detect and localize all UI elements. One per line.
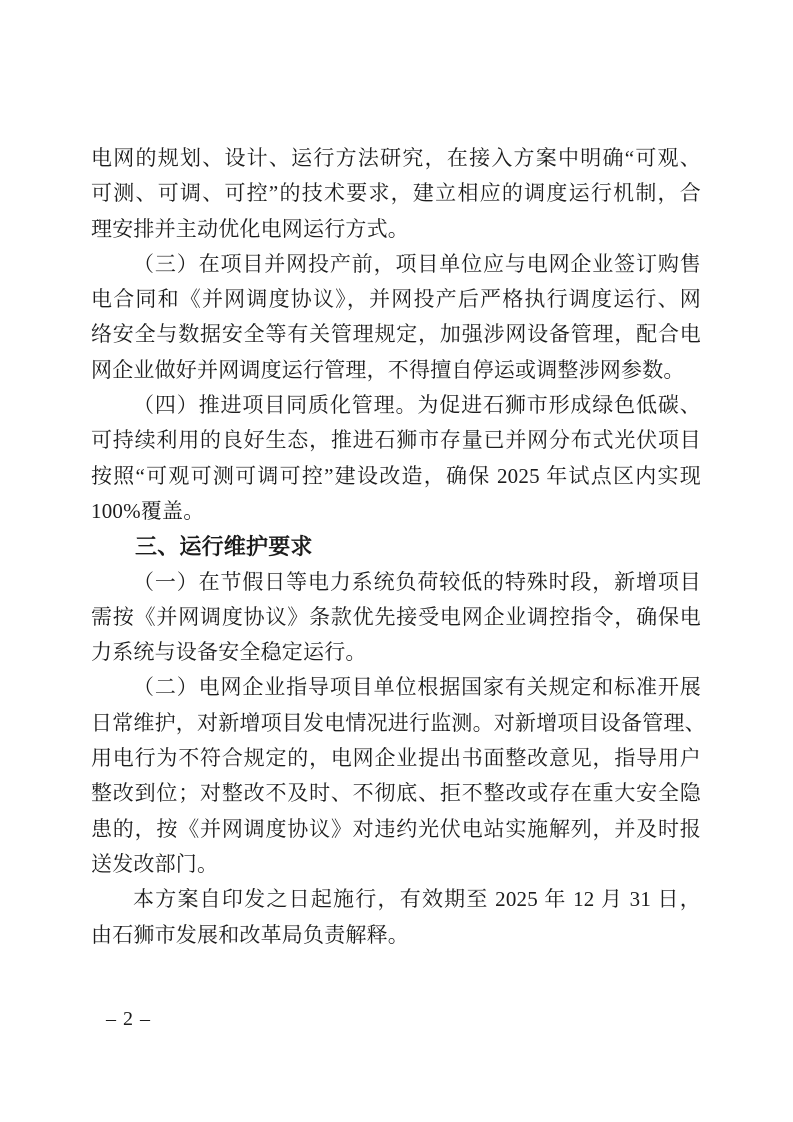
text-line: 可测、可调、可控”的技术要求，建立相应的调度运行机制，合 xyxy=(91,181,701,206)
text-line: 络安全与数据安全等有关管理规定，加强涉网设备管理，配合电 xyxy=(91,322,701,347)
text-line: （二）电网企业指导项目单位根据国家有关规定和标准开展 xyxy=(133,675,701,700)
text-line: 患的，按《并网调度协议》对违约光伏电站实施解列，并及时报 xyxy=(91,816,701,841)
document-body xyxy=(91,141,706,953)
text-line: 由石狮市发展和改革局负责解释。 xyxy=(91,922,409,947)
text-line: 需按《并网调度协议》条款优先接受电网企业调控指令，确保电 xyxy=(91,604,701,629)
text-line: 本方案自印发之日起施行，有效期至 2025 年 12 月 31 日， xyxy=(133,887,701,912)
text-line: 100%覆盖。 xyxy=(91,498,205,523)
text-line: 送发改部门。 xyxy=(91,851,219,876)
text-line: （三）在项目并网投产前，项目单位应与电网企业签订购售 xyxy=(133,251,701,276)
text-line: 用电行为不符合规定的，电网企业提出书面整改意见，指导用户 xyxy=(91,746,701,771)
text-line: 日常维护，对新增项目发电情况进行监测。对新增项目设备管理、 xyxy=(91,710,706,735)
text-line: 整改到位；对整改不及时、不彻底、拒不整改或存在重大安全隐 xyxy=(91,781,701,806)
text-line: 电网的规划、设计、运行方法研究，在接入方案中明确“可观、 xyxy=(91,146,701,170)
text-line: 电合同和《并网调度协议》，并网投产后严格执行调度运行、网 xyxy=(91,287,701,312)
text-line: （一）在节假日等电力系统负荷较低的特殊时段，新增项目 xyxy=(133,569,701,594)
text-line: 可持续利用的良好生态，推进石狮市存量已并网分布式光伏项目 xyxy=(91,428,701,453)
section-heading: 三、运行维护要求 xyxy=(135,534,313,560)
text-line: 按照“可观可测可调可控”建设改造，确保 2025 年试点区内实现 xyxy=(91,463,701,488)
text-line: （四）推进项目同质化管理。为促进石狮市形成绿色低碳、 xyxy=(133,393,701,418)
text-line: 力系统与设备安全稳定运行。 xyxy=(91,640,367,665)
text-line: 理安排并主动优化电网运行方式。 xyxy=(91,216,409,241)
text-line: 网企业做好并网调度运行管理，不得擅自停运或调整涉网参数。 xyxy=(91,357,685,382)
page-number: – 2 – xyxy=(106,1008,151,1030)
